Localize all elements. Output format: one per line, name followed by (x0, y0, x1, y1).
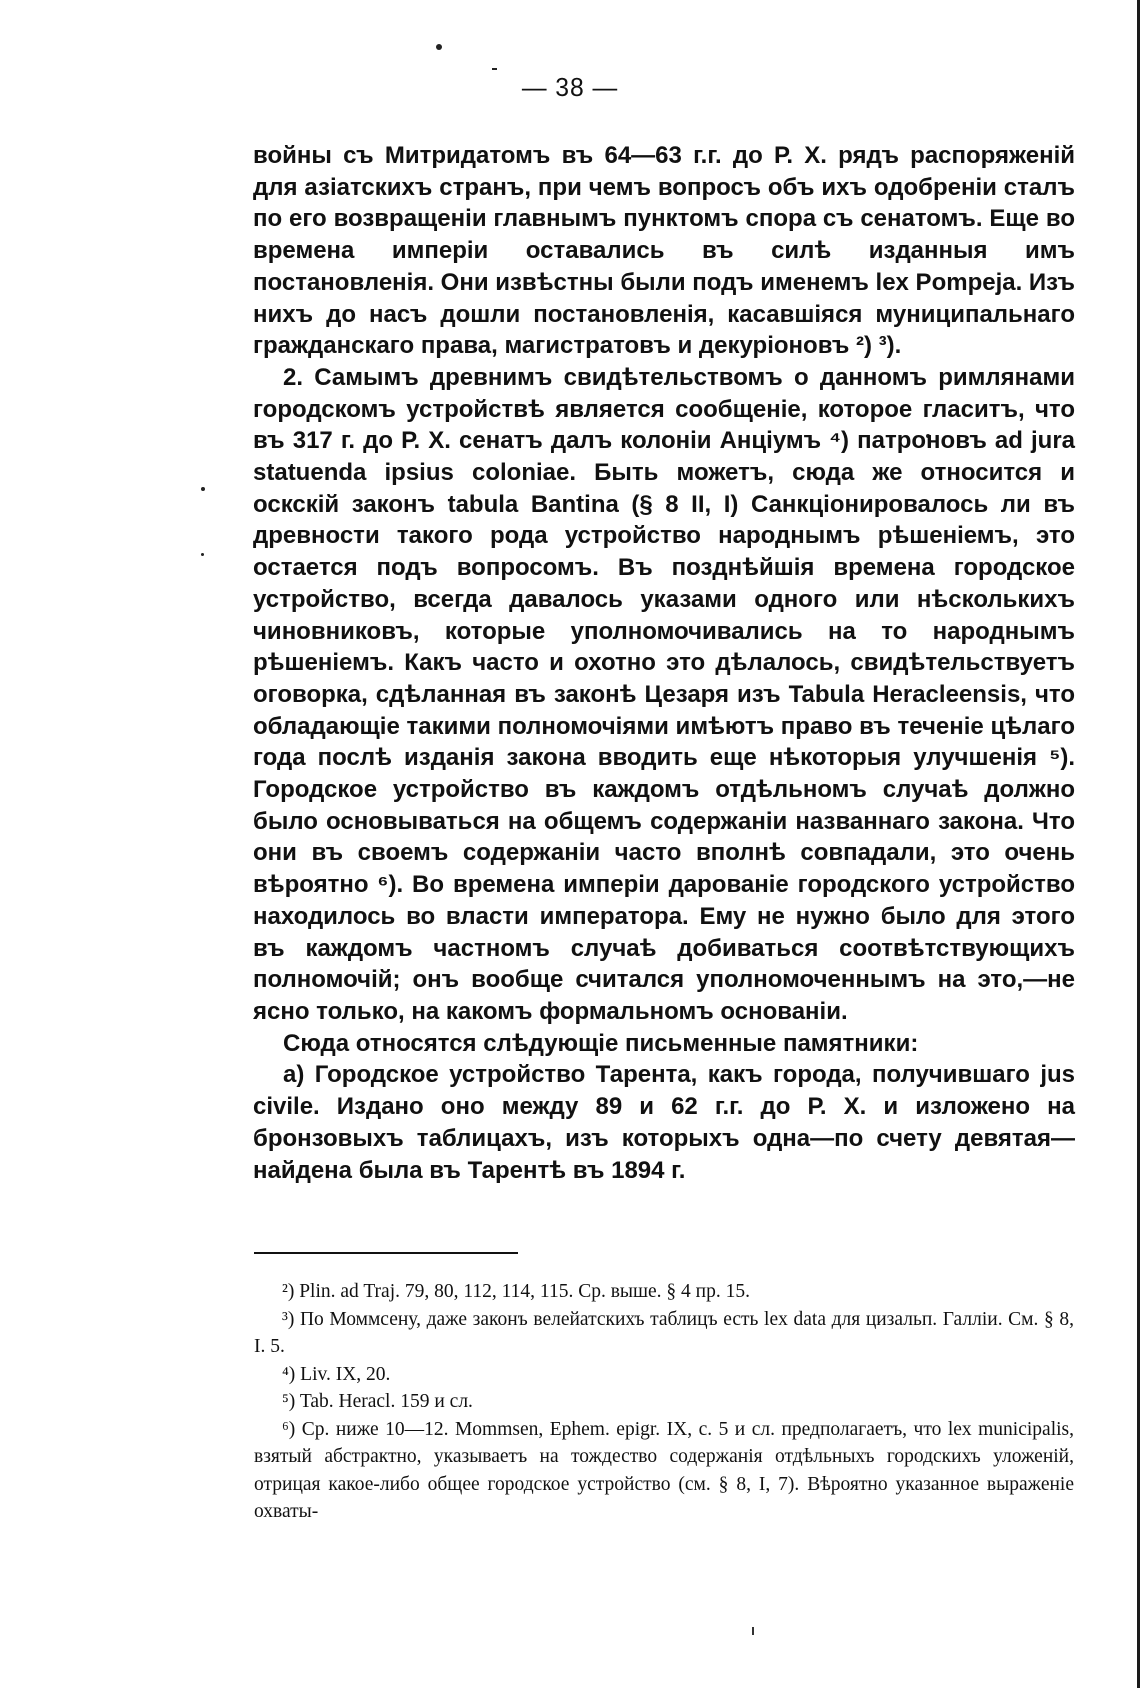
page-number: — 38 — (521, 72, 619, 102)
paragraph-2: 2. Самымъ древнимъ свидѣтельствомъ о данномъ римлянами городскомъ устройствѣ является сообщеніе, которое гласитъ, что въ 317 г. до Р. Х. сенатъ далъ колоніи Анціумъ ⁴) патроновъ ad jura statuenda ipsius coloniae. Быть можетъ, сюда же относится и оскскій законъ tabula Bantina (§ 8 II, I) Санкціонировалось ли въ древности такого рода устройство народнымъ рѣшеніемъ, это остается подъ вопросомъ. Въ позднѣйшія времена городское устройство, всегда давалось указами одного или нѣсколькихъ чиновниковъ, которые уполномочивались на то народнымъ рѣшеніемъ. Какъ часто и охотно это дѣлалось, свидѣтельствуетъ оговорка, сдѣланная въ законѣ Цезаря изъ Tabula Heracleensis, что обладающіе такими полномочіями имѣютъ право въ теченіе цѣлаго года послѣ изданія закона вводить еще нѣкоторыя улучшенія ⁵). Городское устройство въ каждомъ отдѣльномъ случаѣ должно было основываться на общемъ содержаніи названнаго закона. Что они въ своемъ содержаніи часто вполнѣ совпадали, это очень вѣроятно ⁶). Во времена имперіи дарованіе городского устройство находилось во власти императора. Ему не нужно было для этого въ каждомъ частномъ случаѣ добиваться соотвѣтствующихъ полномочій; онъ вообще считался уполномоченнымъ на это,—не ясно только, на какомъ формальномъ основаніи. (253, 363, 1075, 1025)
footnote-4: ⁴) Liv. IX, 20. (282, 1363, 391, 1385)
scan-speck (436, 44, 442, 50)
paragraph-a: а) Городское устройство Тарента, какъ города, получившаго jus civile. Издано оно между 89 и 62 г.г. до Р. Х. и изложено на бронзовыхъ таблицахъ, изъ которыхъ одна—по счету девятая—найдена была въ Тарентѣ въ 1894 г. (253, 1061, 1075, 1184)
footnote-5: ⁵) Tab. Heracl. 159 и сл. (282, 1391, 473, 1412)
footnote-separator (254, 1252, 518, 1254)
footnote-3: ³) По Моммсену, даже законъ велейатскихъ таблицъ есть lex data для цизальп. Галліи. См. § 8, I. 5. (254, 1308, 1074, 1357)
footnote-6: ⁶) Ср. ниже 10—12. Mommsen, Ephem. epigr. IX, с. 5 и сл. предполагаетъ, что lex municipalis, взятый абстрактно, указываетъ на тождество содержанія отдѣльныхъ городскихъ уложеній, отрицая какое-либо общее городское устройство (см. § 8, I, 7). Вѣроятно указанное выраженіе охваты- (254, 1418, 1074, 1522)
footnotes (254, 1278, 1074, 1526)
footnote-2: ²) Plin. ad Traj. 79, 80, 112, 114, 115. Ср. выше. § 4 пр. 15. (282, 1281, 750, 1302)
paragraph-continuation: войны съ Митридатомъ въ 64—63 г.г. до Р. Х. рядъ распоряженій для азіатскихъ странъ, при чемъ вопросъ объ ихъ одобреніи сталъ по его возвращеніи главнымъ пунктомъ спора съ сенатомъ. Еще во времена имперіи оставались въ силѣ изданныя имъ постановленія. Они извѣстны были подъ именемъ lex Pompeja. Изъ нихъ до насъ дошли постановленія, касавшіяся муниципальнаго гражданскаго права, магистратовъ и декуріоновъ ²) ³). (253, 142, 1075, 360)
scan-mark (752, 1627, 754, 1635)
main-text (253, 140, 1075, 1186)
scan-speck (492, 68, 497, 70)
scan-speck (201, 487, 205, 491)
scan-speck (201, 553, 204, 556)
paragraph-sources-intro: Сюда относятся слѣдующіе письменные памятники: (283, 1029, 919, 1057)
